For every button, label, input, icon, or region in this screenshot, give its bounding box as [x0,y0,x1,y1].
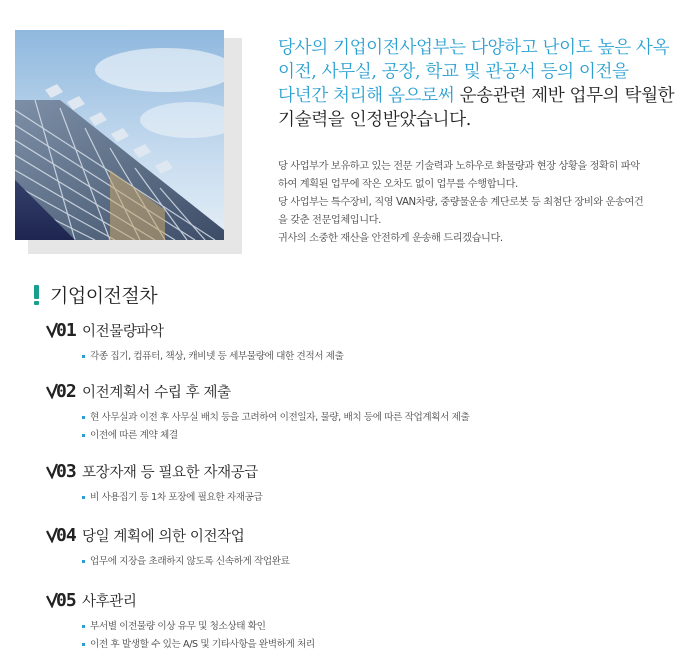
list-item: 이전 후 발생할 수 있는 A/S 및 기타사항을 완벽하게 처리 [82,636,676,654]
step-3 [46,461,676,507]
step-details [82,489,676,507]
intro-body-line: 귀사의 소중한 재산을 안전하게 운송해 드리겠습니다. [278,233,503,244]
building-photo [15,30,224,240]
step-number-badge [46,381,78,402]
step-number-badge [46,525,78,546]
step-title: 이전계획서 수립 후 제출 [82,384,231,401]
section-title-text: 기업이전절차 [50,285,158,307]
step-number: 04 [56,524,76,546]
step-details [82,409,676,445]
headline-accent: 당사의 기업이전사업부는 다양하고 난이도 높은 사옥 이전, 사무실, 공장, 학교 및 관공서 등의 이전을 다년간 처리해 옴으로써 [278,38,670,106]
list-item: 현 사무실과 이전 후 사무실 배치 등을 고려하여 이전일자, 물량, 배치 등에 따른 작업계획서 제출 [82,409,676,427]
list-item: 비 사용집기 등 1차 포장에 필요한 자재공급 [82,489,676,507]
step-header [46,381,676,401]
intro-headline [278,36,683,132]
step-header [46,320,676,340]
step-number: 03 [56,460,76,482]
step-number-badge [46,590,78,611]
step-4 [46,525,676,571]
step-details [82,553,676,571]
intro-body [278,158,683,248]
step-number: 01 [56,319,76,341]
step-title: 이전물량파악 [82,323,164,340]
step-title: 당일 계획에 의한 이전작업 [82,528,245,545]
step-number: 05 [56,589,76,611]
step-header [46,525,676,545]
section-title [30,281,157,308]
list-item: 부서별 이전물량 이상 유무 및 청소상태 확인 [82,618,676,636]
intro-section [0,0,687,260]
step-details [82,348,676,366]
step-title: 포장자재 등 필요한 자재공급 [82,464,258,481]
intro-body-line: 을 갖춘 전문업체입니다. [278,215,381,226]
step-number-badge [46,320,78,341]
intro-body-line: 당 사업부가 보유하고 있는 전문 기술력과 노하우로 화물량과 현장 상황을 정확히 파악 [278,161,640,172]
intro-body-line: 당 사업부는 특수장비, 직영 VAN차량, 중량물운송 계단로봇 등 최첨단 장비와 운송여건 [278,197,644,208]
intro-body-line: 하여 계획된 업무에 작은 오차도 없이 업무를 수행합니다. [278,179,518,190]
list-item: 이전에 따른 계약 체결 [82,427,676,445]
step-details [82,618,676,654]
step-header [46,461,676,481]
exclamation-icon [30,284,44,306]
step-number-badge [46,461,78,482]
step-2 [46,381,676,445]
step-header [46,590,676,610]
intro-text [278,36,683,248]
step-title: 사후관리 [82,593,137,610]
step-number: 02 [56,380,76,402]
headline-dark: 운송관련 제반 업무의 탁월한 기술력을 인정받았습니다. [278,86,675,130]
list-item: 각종 집기, 컴퓨터, 책상, 캐비넷 등 세부물량에 대한 견적서 제출 [82,348,676,366]
step-1 [46,320,676,366]
list-item: 업무에 지장을 초래하지 않도록 신속하게 작업완료 [82,553,676,571]
step-5 [46,590,676,654]
